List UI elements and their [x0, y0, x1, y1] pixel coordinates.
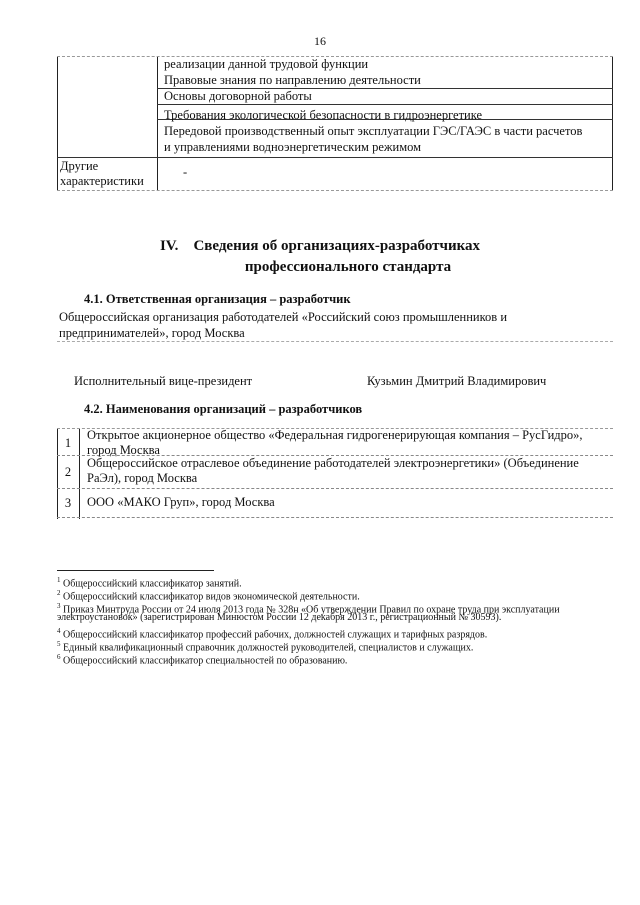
section-title-line2: профессионального стандарта [244, 259, 452, 275]
row-divider [157, 104, 613, 105]
other-characteristics-value: - [183, 165, 188, 179]
row-divider [57, 517, 613, 518]
table-border-right [612, 57, 613, 190]
responsible-org-line1: Общероссийская организация работодателей «Российский союз промышленников и [59, 310, 508, 324]
responsible-heading: 4.1. Ответственная организация – разработчик [84, 292, 351, 306]
other-characteristics-label: Другие [60, 159, 99, 173]
section-title [0, 236, 640, 256]
footnote: $^5$ Единый квалификационный справочник должностей руководителей, специалистов и служащих. [57, 640, 474, 654]
responsible-org-line2: предпринимателей», город Москва [59, 326, 245, 340]
characteristics-table [57, 56, 613, 191]
page-number: 16 [314, 34, 326, 48]
developers-heading: 4.2. Наименования организаций – разработчиков [84, 402, 363, 416]
table-row: и управлениями водноэнергетическим режимом [164, 140, 422, 154]
table-column-divider [79, 429, 80, 519]
row-number: 2 [64, 465, 72, 479]
footnote: электроустановок» (зарегистрирован Минюстом России 12 декабря 2013 г., регистрационный № 30593). [57, 612, 502, 623]
section-title-line1: Сведения об организациях-разработчиках [193, 238, 481, 254]
row-divider [57, 488, 613, 489]
other-characteristics-label: характеристики [60, 174, 144, 188]
table-row: Правовые знания по направлению деятельности [164, 73, 421, 87]
footnote: $^4$ Общероссийский классификатор профессий рабочих, должностей служащих и тарифных разрядов. [57, 627, 488, 641]
row-divider [57, 157, 613, 158]
table-row: Основы договорной работы [164, 89, 312, 103]
list-item: Открытое акционерное общество «Федеральная гидрогенерирующая компания – РусГидро», [87, 428, 583, 442]
list-item: РаЭл), город Москва [87, 471, 198, 485]
table-row: Передовой производственный опыт эксплуатации ГЭС/ГАЭС в части расчетов [164, 124, 583, 138]
position-title: Исполнительный вице-президент [74, 374, 253, 388]
developers-table [57, 428, 613, 519]
table-column-divider [157, 57, 158, 190]
footnote: $^1$ Общероссийский классификатор занятий. [57, 576, 242, 590]
footnote: $^6$ Общероссийский классификатор специальностей по образованию. [57, 653, 348, 667]
table-row: реализации данной трудовой функции [164, 57, 369, 71]
row-number: 3 [64, 496, 72, 510]
table-row: Требования экологической безопасности в гидроэнергетике [164, 108, 483, 122]
person-name: Кузьмин Дмитрий Владимирович [367, 374, 547, 388]
row-number: 1 [64, 436, 72, 450]
list-item: город Москва [87, 443, 160, 457]
footnote: $^3$ Приказ Минтруда России от 24 июля 2013 года № 328н «Об утверждении Правил по охране труда при эксплуатации [57, 602, 560, 616]
divider [57, 341, 613, 342]
table-border-left [57, 57, 58, 190]
list-item: ООО «МАКО Груп», город Москва [87, 495, 275, 509]
list-item: Общероссийское отраслевое объединение работодателей электроэнергетики» (Объединение [87, 456, 579, 470]
footnote-rule [57, 570, 214, 571]
footnote: $^2$ Общероссийский классификатор видов экономической деятельности. [57, 589, 360, 603]
section-number: IV. [159, 238, 179, 254]
